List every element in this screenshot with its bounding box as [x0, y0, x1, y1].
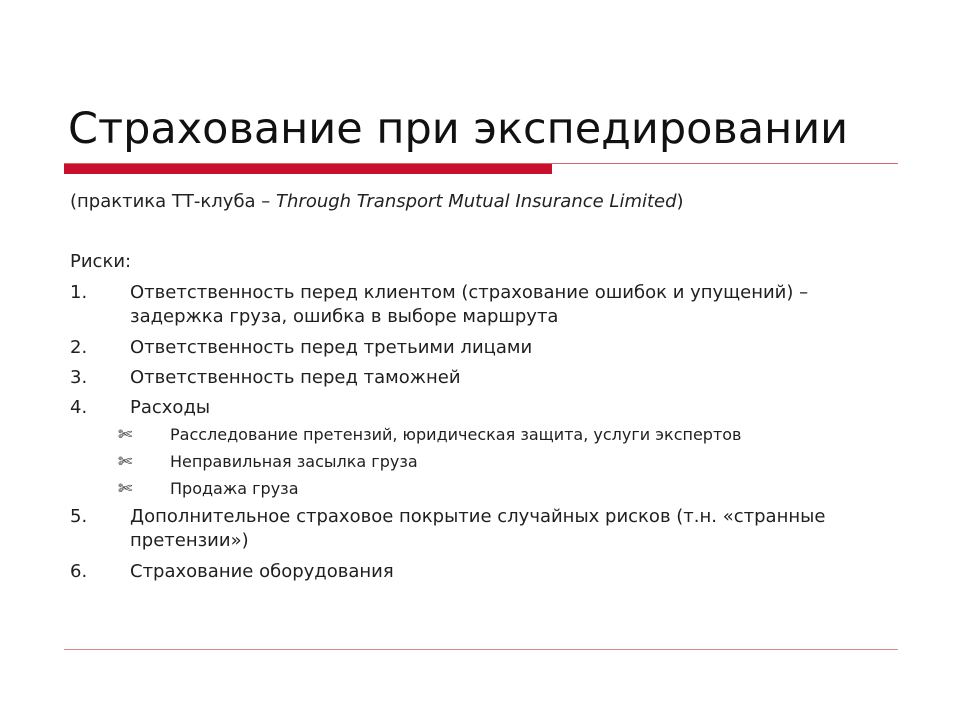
subtitle-org-name: Through Transport Mutual Insurance Limited: [276, 191, 677, 212]
list-number: 5.: [70, 506, 88, 527]
footer-divider: [64, 649, 898, 650]
scissors-icon: ✄: [118, 452, 133, 472]
list-text: Ответственность перед третьими лицами: [130, 337, 533, 358]
list-number: 4.: [70, 397, 88, 418]
sub-list-text: Неправильная засылка груза: [170, 452, 418, 471]
list-number: 2.: [70, 337, 88, 358]
scissors-icon: ✄: [118, 479, 133, 499]
title-divider-accent: [64, 164, 552, 174]
risks-label: Риски:: [70, 251, 132, 272]
list-text: Ответственность перед клиентом (страхование ошибок и упущений) – задержка груза, ошибка в выборе маршрута: [130, 282, 809, 327]
list-text: Страхование оборудования: [130, 561, 394, 582]
list-text: Расходы: [130, 397, 211, 418]
list-number: 1.: [70, 282, 88, 303]
sub-list-text: Расследование претензий, юридическая защита, услуги экспертов: [170, 425, 742, 444]
slide-title: Страхование при экспедировании: [68, 104, 849, 154]
sub-list-text: Продажа груза: [170, 479, 299, 498]
list-text: Ответственность перед таможней: [130, 367, 461, 388]
scissors-icon: ✄: [118, 425, 133, 445]
list-number: 3.: [70, 367, 88, 388]
subtitle: [70, 191, 684, 212]
subtitle-prefix: (практика ТТ-клуба –: [70, 191, 277, 212]
subtitle-suffix: ): [676, 191, 684, 212]
list-text: Дополнительное страховое покрытие случайных рисков (т.н. «странные претензии»): [130, 506, 826, 551]
list-number: 6.: [70, 561, 88, 582]
